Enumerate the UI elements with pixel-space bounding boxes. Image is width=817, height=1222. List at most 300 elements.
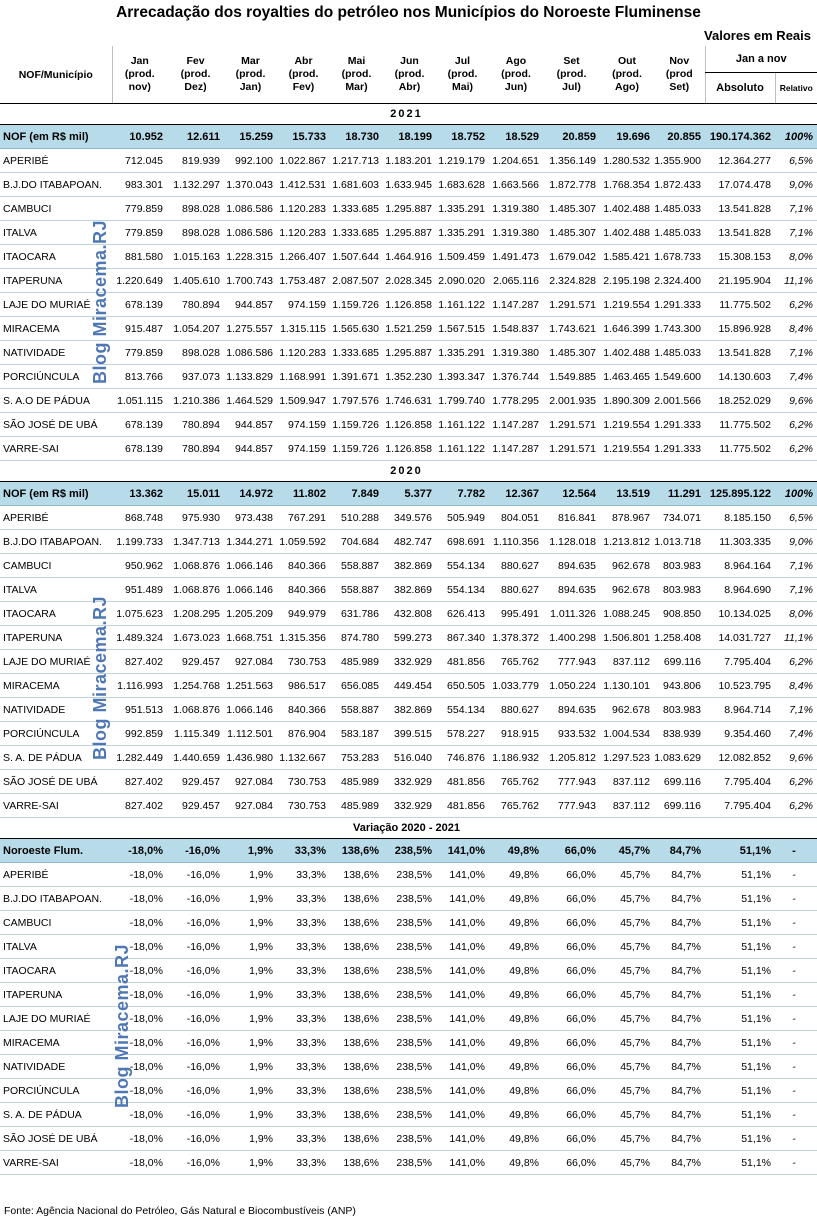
value-cell: 1.402.488 xyxy=(600,341,654,365)
value-cell: 1.746.631 xyxy=(383,389,436,413)
value-cell: 238,5% xyxy=(383,1127,436,1151)
value-cell: 33,3% xyxy=(277,1151,330,1175)
value-cell: 66,0% xyxy=(543,1079,600,1103)
value-cell: 915.487 xyxy=(112,317,167,341)
relative-cell: - xyxy=(775,1103,817,1127)
total-cell: 13.541.828 xyxy=(705,197,775,221)
header-month xyxy=(600,46,654,104)
value-cell: 66,0% xyxy=(543,887,600,911)
table-row xyxy=(0,554,817,578)
value-cell: 1.159.726 xyxy=(330,413,383,437)
value-cell: 7.782 xyxy=(436,482,489,506)
value-cell: 1.768.354 xyxy=(600,173,654,197)
municipality-name: CAMBUCI xyxy=(0,554,112,578)
section-total-row xyxy=(0,839,817,863)
value-cell: 432.808 xyxy=(383,602,436,626)
header-month xyxy=(277,46,330,104)
header-month-line: Jul xyxy=(454,55,471,67)
total-cell: 14.031.727 xyxy=(705,626,775,650)
value-cell: 1.266.407 xyxy=(277,245,330,269)
value-cell: 510.288 xyxy=(330,506,383,530)
value-cell: 819.939 xyxy=(167,149,224,173)
value-cell: 481.856 xyxy=(436,794,489,818)
total-cell: 7.795.404 xyxy=(705,794,775,818)
header-name-col: NOF/Município xyxy=(0,46,112,104)
value-cell: 962.678 xyxy=(600,554,654,578)
value-cell: 1.204.651 xyxy=(489,149,543,173)
municipality-name: VARRE-SAI xyxy=(0,437,112,461)
value-cell: 1.315.356 xyxy=(277,626,330,650)
table-row xyxy=(0,269,817,293)
value-cell: 1.412.531 xyxy=(277,173,330,197)
section-year: 2020 xyxy=(0,461,817,482)
municipality-name: NOF (em R$ mil) xyxy=(0,482,112,506)
value-cell: 712.045 xyxy=(112,149,167,173)
value-cell: 485.989 xyxy=(330,770,383,794)
header-month-line: Dez) xyxy=(184,81,207,93)
total-cell: 12.364.277 xyxy=(705,149,775,173)
relative-cell: 100% xyxy=(775,482,817,506)
value-cell: 730.753 xyxy=(277,794,330,818)
municipality-name: S. A.O DE PÁDUA xyxy=(0,389,112,413)
relative-cell: - xyxy=(775,1079,817,1103)
value-cell: 1.066.146 xyxy=(224,554,277,578)
value-cell: 66,0% xyxy=(543,863,600,887)
value-cell: 15.011 xyxy=(167,482,224,506)
value-cell: 1.291.571 xyxy=(543,293,600,317)
table-row xyxy=(0,911,817,935)
value-cell: 2.065.116 xyxy=(489,269,543,293)
value-cell: 1.485.033 xyxy=(654,341,705,365)
value-cell: 2.195.198 xyxy=(600,269,654,293)
table-row xyxy=(0,245,817,269)
value-cell: 1.219.554 xyxy=(600,293,654,317)
value-cell: 238,5% xyxy=(383,839,436,863)
value-cell: 1.110.356 xyxy=(489,530,543,554)
value-cell: 730.753 xyxy=(277,650,330,674)
value-cell: 33,3% xyxy=(277,1007,330,1031)
value-cell: 894.635 xyxy=(543,578,600,602)
municipality-name: MIRACEMA xyxy=(0,674,112,698)
value-cell: 138,6% xyxy=(330,887,383,911)
municipality-name: ITAPERUNA xyxy=(0,269,112,293)
value-cell: 1.228.315 xyxy=(224,245,277,269)
value-cell: 803.983 xyxy=(654,698,705,722)
value-cell: 973.438 xyxy=(224,506,277,530)
municipality-name: CAMBUCI xyxy=(0,911,112,935)
value-cell: 1.291.571 xyxy=(543,437,600,461)
header-month-line: Fev) xyxy=(292,81,315,93)
value-cell: 12.611 xyxy=(167,125,224,149)
value-cell: 84,7% xyxy=(654,1079,705,1103)
value-cell: 554.134 xyxy=(436,698,489,722)
value-cell: 1.485.033 xyxy=(654,197,705,221)
value-cell: -16,0% xyxy=(167,911,224,935)
value-cell: 558.887 xyxy=(330,698,383,722)
value-cell: 1.565.630 xyxy=(330,317,383,341)
value-cell: 1.797.576 xyxy=(330,389,383,413)
value-cell: 141,0% xyxy=(436,935,489,959)
value-cell: 1.347.713 xyxy=(167,530,224,554)
municipality-name: CAMBUCI xyxy=(0,197,112,221)
value-cell: 1.585.421 xyxy=(600,245,654,269)
value-cell: 876.904 xyxy=(277,722,330,746)
total-cell: 51,1% xyxy=(705,1127,775,1151)
header-month-line: (prod. xyxy=(235,68,266,80)
value-cell: 699.116 xyxy=(654,770,705,794)
header-month-line: (prod. xyxy=(556,68,587,80)
value-cell: 1,9% xyxy=(224,887,277,911)
value-cell: 349.576 xyxy=(383,506,436,530)
relative-cell: - xyxy=(775,983,817,1007)
value-cell: 698.691 xyxy=(436,530,489,554)
value-cell: 66,0% xyxy=(543,1151,600,1175)
value-cell: 950.962 xyxy=(112,554,167,578)
municipality-name: SÃO JOSÉ DE UBÁ xyxy=(0,413,112,437)
value-cell: -16,0% xyxy=(167,1055,224,1079)
value-cell: 138,6% xyxy=(330,863,383,887)
header-month xyxy=(330,46,383,104)
value-cell: -18,0% xyxy=(112,1103,167,1127)
header-month-line: (prod. xyxy=(612,68,642,80)
total-cell: 18.252.029 xyxy=(705,389,775,413)
total-cell: 51,1% xyxy=(705,863,775,887)
relative-cell: 7,1% xyxy=(775,341,817,365)
value-cell: -18,0% xyxy=(112,887,167,911)
value-cell: 332.929 xyxy=(383,770,436,794)
value-cell: 33,3% xyxy=(277,863,330,887)
value-cell: 84,7% xyxy=(654,1007,705,1031)
relative-cell: - xyxy=(775,863,817,887)
value-cell: 1,9% xyxy=(224,1079,277,1103)
header-month-line: (prod. xyxy=(288,68,319,80)
value-cell: 1.126.858 xyxy=(383,437,436,461)
relative-cell: - xyxy=(775,1151,817,1175)
table-row xyxy=(0,389,817,413)
header-month-line: nov) xyxy=(128,81,151,93)
value-cell: 19.696 xyxy=(600,125,654,149)
section-total-row xyxy=(0,482,817,506)
value-cell: 45,7% xyxy=(600,1031,654,1055)
value-cell: 1.147.287 xyxy=(489,413,543,437)
value-cell: 66,0% xyxy=(543,839,600,863)
value-cell: 84,7% xyxy=(654,863,705,887)
total-cell: 11.303.335 xyxy=(705,530,775,554)
value-cell: 33,3% xyxy=(277,1031,330,1055)
municipality-name: PORCIÚNCULA xyxy=(0,722,112,746)
value-cell: 13.519 xyxy=(600,482,654,506)
value-cell: 1.280.532 xyxy=(600,149,654,173)
value-cell: -18,0% xyxy=(112,983,167,1007)
value-cell: -18,0% xyxy=(112,1007,167,1031)
value-cell: 944.857 xyxy=(224,413,277,437)
value-cell: 599.273 xyxy=(383,626,436,650)
relative-cell: 7,1% xyxy=(775,221,817,245)
value-cell: 49,8% xyxy=(489,839,543,863)
relative-cell: - xyxy=(775,911,817,935)
value-cell: 1.219.554 xyxy=(600,413,654,437)
municipality-name: NATIVIDADE xyxy=(0,698,112,722)
value-cell: 1.315.115 xyxy=(277,317,330,341)
header-month-line: (prod xyxy=(665,68,693,80)
value-cell: 33,3% xyxy=(277,839,330,863)
value-cell: 382.869 xyxy=(383,698,436,722)
value-cell: 238,5% xyxy=(383,959,436,983)
table-row xyxy=(0,413,817,437)
value-cell: 927.084 xyxy=(224,770,277,794)
value-cell: 962.678 xyxy=(600,698,654,722)
table-row xyxy=(0,887,817,911)
value-cell: 943.806 xyxy=(654,674,705,698)
value-cell: 238,5% xyxy=(383,911,436,935)
value-cell: 1.112.501 xyxy=(224,722,277,746)
table-row xyxy=(0,698,817,722)
value-cell: 1.663.566 xyxy=(489,173,543,197)
relative-cell: 9,6% xyxy=(775,389,817,413)
value-cell: 1.086.586 xyxy=(224,221,277,245)
value-cell: 951.513 xyxy=(112,698,167,722)
table-row xyxy=(0,863,817,887)
value-cell: 1.778.295 xyxy=(489,389,543,413)
value-cell: 1.199.733 xyxy=(112,530,167,554)
municipality-name: VARRE-SAI xyxy=(0,794,112,818)
value-cell: -16,0% xyxy=(167,959,224,983)
header-month-line: (prod. xyxy=(124,68,155,80)
value-cell: 49,8% xyxy=(489,1007,543,1031)
value-cell: 141,0% xyxy=(436,1079,489,1103)
value-cell: 1,9% xyxy=(224,1055,277,1079)
value-cell: 1.130.101 xyxy=(600,674,654,698)
value-cell: 138,6% xyxy=(330,1055,383,1079)
value-cell: 1.356.149 xyxy=(543,149,600,173)
value-cell: 1.133.829 xyxy=(224,365,277,389)
value-cell: 141,0% xyxy=(436,1055,489,1079)
value-cell: 1.183.201 xyxy=(383,149,436,173)
value-cell: 33,3% xyxy=(277,1127,330,1151)
municipality-name: LAJE DO MURIAÉ xyxy=(0,650,112,674)
header-month xyxy=(167,46,224,104)
header-month-line: Mar xyxy=(241,55,260,67)
municipality-name: S. A. DE PÁDUA xyxy=(0,1103,112,1127)
relative-cell: 9,0% xyxy=(775,530,817,554)
value-cell: 49,8% xyxy=(489,1031,543,1055)
value-cell: 1.355.900 xyxy=(654,149,705,173)
value-cell: 45,7% xyxy=(600,1055,654,1079)
relative-cell: 7,4% xyxy=(775,365,817,389)
relative-cell: 11,1% xyxy=(775,626,817,650)
municipality-name: VARRE-SAI xyxy=(0,1151,112,1175)
value-cell: 18.199 xyxy=(383,125,436,149)
value-cell: 918.915 xyxy=(489,722,543,746)
table-row xyxy=(0,602,817,626)
value-cell: 554.134 xyxy=(436,554,489,578)
value-cell: 84,7% xyxy=(654,983,705,1007)
header-month xyxy=(489,46,543,104)
value-cell: 141,0% xyxy=(436,959,489,983)
value-cell: 1.251.563 xyxy=(224,674,277,698)
value-cell: 1.116.993 xyxy=(112,674,167,698)
value-cell: 765.762 xyxy=(489,650,543,674)
total-cell: 21.195.904 xyxy=(705,269,775,293)
relative-cell: 6,2% xyxy=(775,293,817,317)
value-cell: 1,9% xyxy=(224,839,277,863)
table-row xyxy=(0,530,817,554)
value-cell: 1.004.534 xyxy=(600,722,654,746)
value-cell: 66,0% xyxy=(543,1031,600,1055)
value-cell: 1.291.571 xyxy=(543,413,600,437)
table-row xyxy=(0,173,817,197)
relative-cell: 100% xyxy=(775,125,817,149)
value-cell: 1.220.649 xyxy=(112,269,167,293)
value-cell: 141,0% xyxy=(436,1151,489,1175)
value-cell: 1.405.610 xyxy=(167,269,224,293)
value-cell: 962.678 xyxy=(600,578,654,602)
value-cell: 765.762 xyxy=(489,770,543,794)
value-cell: 505.949 xyxy=(436,506,489,530)
relative-cell: - xyxy=(775,1007,817,1031)
municipality-name: ITALVA xyxy=(0,221,112,245)
table-row xyxy=(0,341,817,365)
value-cell: 1,9% xyxy=(224,1127,277,1151)
value-cell: 141,0% xyxy=(436,983,489,1007)
value-cell: 33,3% xyxy=(277,1055,330,1079)
value-cell: 1.506.801 xyxy=(600,626,654,650)
value-cell: 15.733 xyxy=(277,125,330,149)
value-cell: 1.275.557 xyxy=(224,317,277,341)
relative-cell: 7,1% xyxy=(775,578,817,602)
value-cell: 881.580 xyxy=(112,245,167,269)
value-cell: 1.335.291 xyxy=(436,341,489,365)
value-cell: 141,0% xyxy=(436,1127,489,1151)
relative-cell: - xyxy=(775,935,817,959)
total-cell: 51,1% xyxy=(705,1031,775,1055)
value-cell: 33,3% xyxy=(277,935,330,959)
value-cell: 1.743.300 xyxy=(654,317,705,341)
value-cell: 1.219.554 xyxy=(600,437,654,461)
relative-cell: 11,1% xyxy=(775,269,817,293)
value-cell: 49,8% xyxy=(489,935,543,959)
value-cell: 1.208.295 xyxy=(167,602,224,626)
value-cell: 1.147.287 xyxy=(489,293,543,317)
value-cell: 1.295.887 xyxy=(383,341,436,365)
value-cell: 878.967 xyxy=(600,506,654,530)
value-cell: 777.943 xyxy=(543,794,600,818)
value-cell: -16,0% xyxy=(167,839,224,863)
table-row xyxy=(0,1127,817,1151)
value-cell: 1.799.740 xyxy=(436,389,489,413)
header-month-line: Ago) xyxy=(615,81,639,93)
table-row xyxy=(0,1151,817,1175)
header-month-line: (prod. xyxy=(447,68,478,80)
value-cell: 1.083.629 xyxy=(654,746,705,770)
value-cell: 1.333.685 xyxy=(330,341,383,365)
value-cell: 765.762 xyxy=(489,794,543,818)
value-cell: 45,7% xyxy=(600,935,654,959)
relative-cell: - xyxy=(775,839,817,863)
value-cell: 699.116 xyxy=(654,794,705,818)
value-cell: 1.159.726 xyxy=(330,293,383,317)
table-row xyxy=(0,221,817,245)
municipality-name: NATIVIDADE xyxy=(0,1055,112,1079)
value-cell: 1.066.146 xyxy=(224,698,277,722)
value-cell: 1.068.876 xyxy=(167,578,224,602)
value-cell: 12.564 xyxy=(543,482,600,506)
value-cell: 837.112 xyxy=(600,794,654,818)
value-cell: 485.989 xyxy=(330,650,383,674)
value-cell: 1.086.586 xyxy=(224,197,277,221)
value-cell: 558.887 xyxy=(330,554,383,578)
total-cell: 14.130.603 xyxy=(705,365,775,389)
value-cell: -18,0% xyxy=(112,863,167,887)
value-cell: 45,7% xyxy=(600,1127,654,1151)
value-cell: 1.075.623 xyxy=(112,602,167,626)
value-cell: 1,9% xyxy=(224,911,277,935)
value-cell: 1.126.858 xyxy=(383,293,436,317)
municipality-name: NOF (em R$ mil) xyxy=(0,125,112,149)
value-cell: 1.022.867 xyxy=(277,149,330,173)
value-cell: 12.367 xyxy=(489,482,543,506)
value-cell: 84,7% xyxy=(654,887,705,911)
header-absoluto: Absoluto xyxy=(705,73,775,104)
value-cell: 1.436.980 xyxy=(224,746,277,770)
table-row xyxy=(0,149,817,173)
section-year-row xyxy=(0,461,817,482)
source-footer: Fonte: Agência Nacional do Petróleo, Gás Natural e Biocombustíveis (ANP) xyxy=(4,1205,356,1217)
header-month-line: Set) xyxy=(669,81,690,93)
value-cell: 1.217.713 xyxy=(330,149,383,173)
municipality-name: LAJE DO MURIAÉ xyxy=(0,293,112,317)
value-cell: 49,8% xyxy=(489,959,543,983)
value-cell: 2.324.400 xyxy=(654,269,705,293)
value-cell: 1.352.230 xyxy=(383,365,436,389)
header-month-line: (prod. xyxy=(501,68,531,80)
value-cell: -16,0% xyxy=(167,1007,224,1031)
value-cell: 974.159 xyxy=(277,437,330,461)
value-cell: 992.100 xyxy=(224,149,277,173)
value-cell: 14.972 xyxy=(224,482,277,506)
value-cell: 1.678.733 xyxy=(654,245,705,269)
value-cell: 1.297.523 xyxy=(600,746,654,770)
value-cell: 1.333.685 xyxy=(330,221,383,245)
value-cell: 84,7% xyxy=(654,1055,705,1079)
header-month xyxy=(224,46,277,104)
municipality-name: APERIBÉ xyxy=(0,506,112,530)
total-cell: 11.775.502 xyxy=(705,413,775,437)
value-cell: 2.087.507 xyxy=(330,269,383,293)
value-cell: 138,6% xyxy=(330,1127,383,1151)
table-row xyxy=(0,650,817,674)
value-cell: 1.548.837 xyxy=(489,317,543,341)
municipality-name: MIRACEMA xyxy=(0,1031,112,1055)
value-cell: 84,7% xyxy=(654,1151,705,1175)
value-cell: 995.491 xyxy=(489,602,543,626)
value-cell: 777.943 xyxy=(543,650,600,674)
total-cell: 10.134.025 xyxy=(705,602,775,626)
total-cell: 12.082.852 xyxy=(705,746,775,770)
header-month-line: Mai xyxy=(347,55,366,67)
value-cell: 880.627 xyxy=(489,698,543,722)
value-cell: 1,9% xyxy=(224,959,277,983)
value-cell: 929.457 xyxy=(167,650,224,674)
municipality-name: SÃO JOSÉ DE UBÁ xyxy=(0,770,112,794)
value-cell: 11.291 xyxy=(654,482,705,506)
value-cell: 992.859 xyxy=(112,722,167,746)
value-cell: 1.378.372 xyxy=(489,626,543,650)
value-cell: 894.635 xyxy=(543,554,600,578)
value-cell: 45,7% xyxy=(600,911,654,935)
value-cell: 382.869 xyxy=(383,554,436,578)
value-cell: 1.168.991 xyxy=(277,365,330,389)
